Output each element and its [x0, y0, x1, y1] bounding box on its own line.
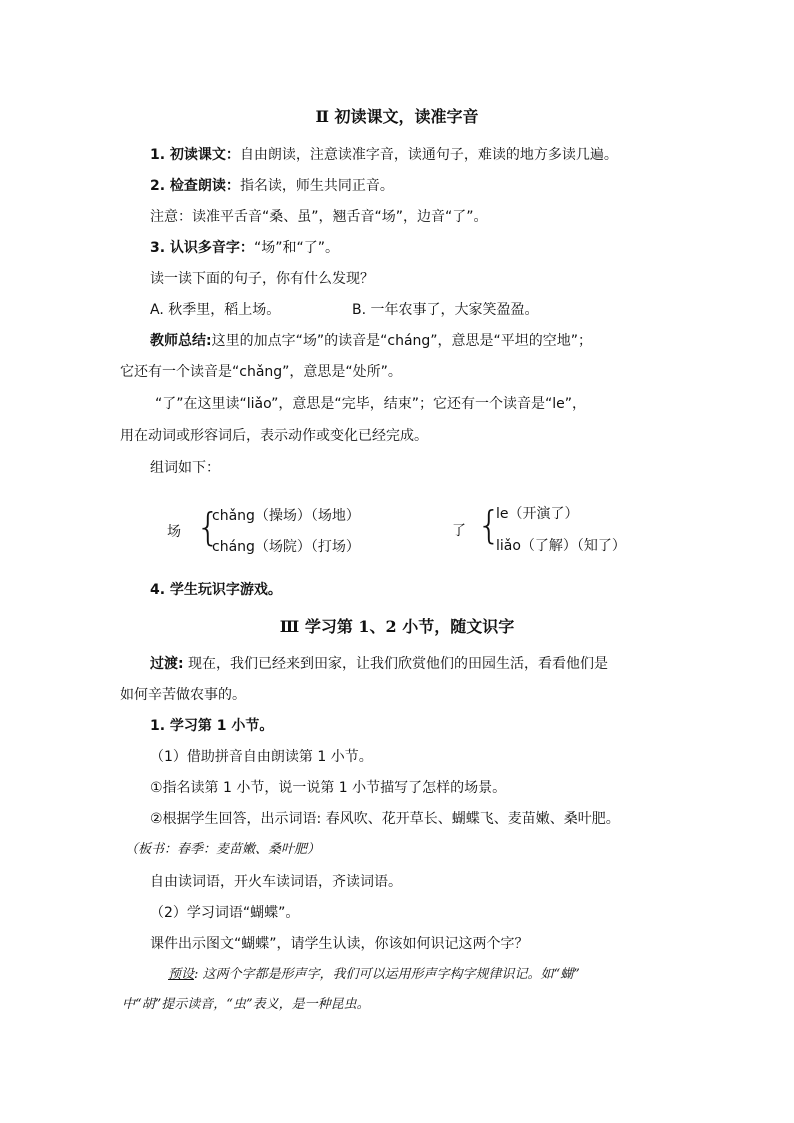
item-text: “场”和“了”。	[253, 240, 339, 256]
paragraph	[150, 238, 339, 258]
circle-item-1: ①指名读第 1 小节，说一说第 1 小节描写了怎样的场景。	[150, 780, 507, 796]
preset-continued: 中“胡”提示读音，“虫”表义，是一种昆虫。	[122, 997, 370, 1012]
read-words-text: 自由读词语，开火车读词语，齐读词语。	[150, 874, 402, 890]
section-heading-3: Ⅲ 学习第 1、2 小节，随文识字	[279, 617, 515, 636]
note-text: 注意：读准平舌音“桑、虽”，翘舌音“场”，边音“了”。	[150, 209, 488, 225]
paragraph	[150, 145, 618, 165]
transition-continued: 如何辛苦做农事的。	[120, 687, 246, 703]
item-text: 自由朗读，注意读准字音，读通句子，难读的地方多读几遍。	[239, 147, 618, 163]
item-4: 4. 学生玩识字游戏。	[150, 582, 282, 598]
liao-continued: 用在动词或形容词后，表示动作或变化已经完成。	[120, 428, 428, 444]
board-note: （板书：春季：麦苗嫩、桑叶肥）	[125, 842, 321, 857]
transition-paragraph	[150, 654, 608, 674]
sentence-a: A. 秋季里，稻上场。	[150, 302, 281, 318]
chang-char: 场	[167, 524, 181, 540]
courseware-text: 课件出示图文“蝴蝶”，请学生认读，你该如何识记这两个字？	[150, 936, 529, 952]
summary-paragraph	[150, 331, 592, 351]
item-label: 1. 初读课文：	[150, 147, 240, 163]
chang-word-2: cháng（场院）（打场）	[212, 539, 360, 555]
sentence-b: B. 一年农事了，大家笑盈盈。	[352, 302, 539, 318]
question-text: 读一读下面的句子，你有什么发现？	[150, 271, 374, 287]
le-word-1: le（开演了）	[496, 506, 579, 522]
section-heading-2: Ⅱ 初读课文，读准字音	[315, 107, 479, 126]
transition-text: 现在，我们已经来到田家，让我们欣赏他们的田园生活，看看他们是	[183, 656, 609, 672]
circle-item-2: ②根据学生回答，出示词语: 春风吹、花开草长、蝴蝶飞、麦苗嫩、桑叶肥。	[150, 811, 620, 827]
chang-word-1: chǎng（操场）（场地）	[212, 508, 360, 524]
liao-paragraph: “了”在这里读“liǎo”，意思是“完毕，结束”；它还有一个读音是“le”，	[155, 396, 586, 412]
preset-text: : 这两个字都是形声字，我们可以运用形声字构字规律识记。如“蝴”	[194, 967, 580, 982]
summary-label: 教师总结:	[150, 333, 212, 349]
transition-label: 过渡:	[150, 656, 184, 672]
summary-text: 这里的加点字“场”的读音是“cháng”，意思是“平坦的空地”；	[211, 333, 593, 349]
summary-continued: 它还有一个读音是“chǎng”，意思是“处所”。	[120, 364, 402, 380]
preset-paragraph	[168, 966, 580, 984]
preset-label: 预设	[168, 967, 195, 982]
item-label: 2. 检查朗读：	[150, 178, 240, 194]
item-1-heading: 1. 学习第 1 小节。	[150, 718, 274, 734]
left-brace-icon: {	[196, 505, 221, 549]
item-label: 3. 认识多音字：	[150, 240, 254, 256]
le-word-2: liǎo（了解）（知了）	[496, 538, 626, 554]
le-char: 了	[452, 523, 466, 539]
words-intro: 组词如下：	[150, 460, 220, 476]
paragraph	[150, 176, 394, 196]
sub-item-2: （2）学习词语“蝴蝶”。	[150, 905, 300, 921]
item-text: 指名读，师生共同正音。	[239, 178, 394, 194]
left-brace-icon: {	[477, 503, 502, 547]
sub-item-1: （1）借助拼音自由朗读第 1 小节。	[150, 749, 373, 765]
